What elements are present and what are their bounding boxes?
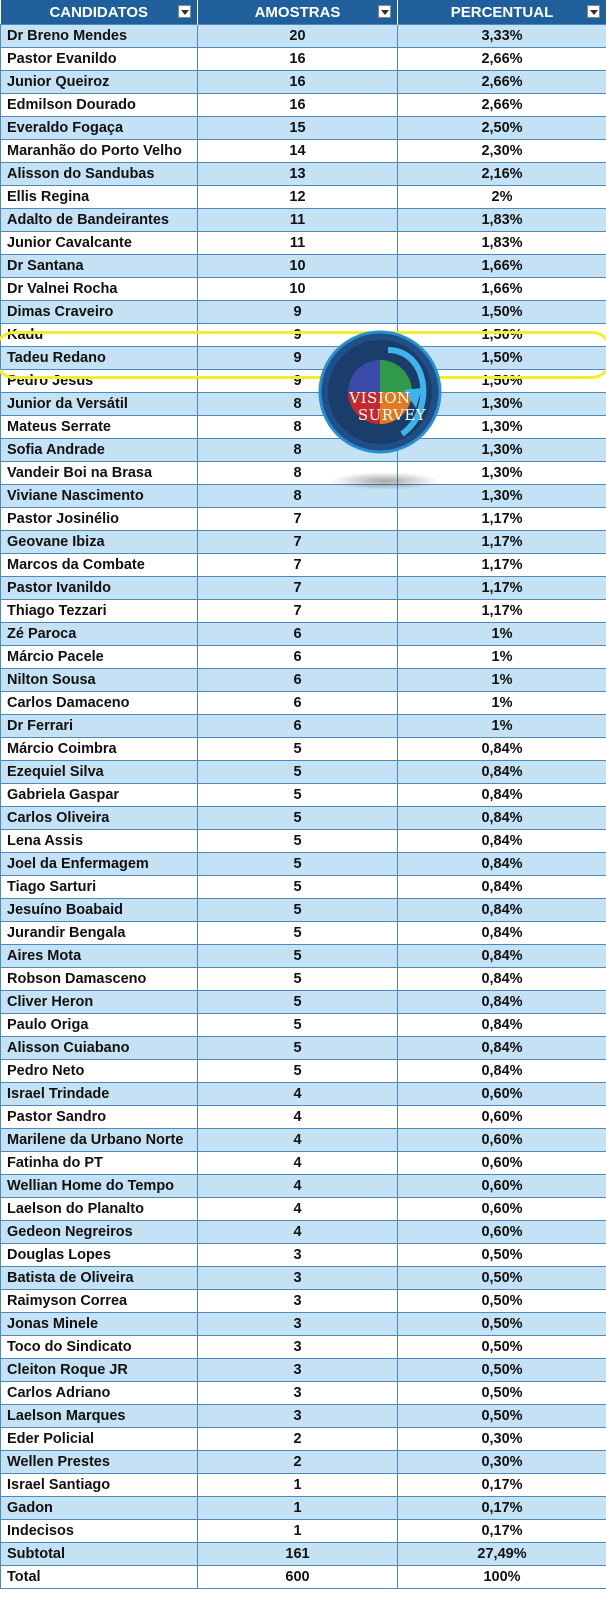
percent-cell: 1,66% bbox=[398, 278, 606, 301]
samples-cell: 8 bbox=[198, 462, 398, 485]
samples-cell: 8 bbox=[198, 485, 398, 508]
percent-cell: 3,33% bbox=[398, 25, 606, 48]
samples-cell: 8 bbox=[198, 439, 398, 462]
samples-cell: 4 bbox=[198, 1175, 398, 1198]
samples-cell: 3 bbox=[198, 1267, 398, 1290]
samples-cell: 13 bbox=[198, 163, 398, 186]
table-row bbox=[1, 186, 606, 209]
candidate-cell: Pastor Sandro bbox=[1, 1106, 198, 1129]
table-row bbox=[1, 1405, 606, 1428]
samples-cell: 7 bbox=[198, 531, 398, 554]
table-row bbox=[1, 899, 606, 922]
percent-cell: 0,50% bbox=[398, 1336, 606, 1359]
percent-cell: 2% bbox=[398, 186, 606, 209]
candidate-cell: Ellis Regina bbox=[1, 186, 198, 209]
logo-shadow bbox=[330, 472, 440, 490]
table-row bbox=[1, 117, 606, 140]
samples-cell: 9 bbox=[198, 301, 398, 324]
table-row bbox=[1, 1474, 606, 1497]
percent-cell: 0,50% bbox=[398, 1359, 606, 1382]
table-row bbox=[1, 1428, 606, 1451]
percent-cell: 2,66% bbox=[398, 48, 606, 71]
table-row bbox=[1, 600, 606, 623]
samples-cell: 5 bbox=[198, 738, 398, 761]
samples-cell: 16 bbox=[198, 48, 398, 71]
candidate-cell: Lena Assis bbox=[1, 830, 198, 853]
candidate-cell: Toco do Sindicato bbox=[1, 1336, 198, 1359]
percent-cell: 1,83% bbox=[398, 232, 606, 255]
percent-cell: 1,66% bbox=[398, 255, 606, 278]
samples-cell: 3 bbox=[198, 1359, 398, 1382]
candidate-cell: Wellian Home do Tempo bbox=[1, 1175, 198, 1198]
samples-cell: 7 bbox=[198, 600, 398, 623]
table-row bbox=[1, 140, 606, 163]
percent-cell: 0,50% bbox=[398, 1313, 606, 1336]
percent-cell: 0,84% bbox=[398, 945, 606, 968]
table-row bbox=[1, 301, 606, 324]
candidate-cell: Carlos Damaceno bbox=[1, 692, 198, 715]
samples-cell: 6 bbox=[198, 646, 398, 669]
table-row bbox=[1, 1037, 606, 1060]
percent-cell: 1,30% bbox=[398, 462, 606, 485]
percent-cell: 27,49% bbox=[398, 1543, 606, 1566]
candidate-cell: Geovane Ibiza bbox=[1, 531, 198, 554]
table-row bbox=[1, 462, 606, 485]
samples-cell: 11 bbox=[198, 232, 398, 255]
logo-wordmark bbox=[318, 390, 442, 424]
table-row bbox=[1, 232, 606, 255]
percent-cell: 0,50% bbox=[398, 1382, 606, 1405]
candidate-cell: Tadeu Redano bbox=[1, 347, 198, 370]
samples-cell: 2 bbox=[198, 1451, 398, 1474]
table-row bbox=[1, 531, 606, 554]
header-row bbox=[1, 0, 606, 25]
samples-cell: 12 bbox=[198, 186, 398, 209]
samples-cell: 14 bbox=[198, 140, 398, 163]
samples-cell: 9 bbox=[198, 324, 398, 347]
table-row bbox=[1, 1221, 606, 1244]
table-row bbox=[1, 623, 606, 646]
table-row bbox=[1, 1290, 606, 1313]
candidate-cell: Alisson Cuiabano bbox=[1, 1037, 198, 1060]
percent-cell: 0,50% bbox=[398, 1290, 606, 1313]
percent-cell: 0,84% bbox=[398, 807, 606, 830]
candidate-cell: Batista de Oliveira bbox=[1, 1267, 198, 1290]
percent-cell: 0,30% bbox=[398, 1451, 606, 1474]
percent-cell: 0,84% bbox=[398, 899, 606, 922]
samples-cell: 9 bbox=[198, 347, 398, 370]
candidate-cell: Israel Santiago bbox=[1, 1474, 198, 1497]
filter-dropdown-icon[interactable] bbox=[587, 5, 600, 18]
candidate-cell: Mateus Serrate bbox=[1, 416, 198, 439]
table-row bbox=[1, 1382, 606, 1405]
table-row bbox=[1, 1336, 606, 1359]
percent-cell: 0,50% bbox=[398, 1244, 606, 1267]
percent-cell: 0,84% bbox=[398, 1060, 606, 1083]
percent-cell: 0,60% bbox=[398, 1129, 606, 1152]
samples-cell: 1 bbox=[198, 1520, 398, 1543]
table-row bbox=[1, 416, 606, 439]
candidate-cell: Pedro Jesus bbox=[1, 370, 198, 393]
table-row bbox=[1, 577, 606, 600]
percent-cell: 2,66% bbox=[398, 71, 606, 94]
percent-cell: 0,84% bbox=[398, 830, 606, 853]
table-row bbox=[1, 830, 606, 853]
candidate-cell: Robson Damasceno bbox=[1, 968, 198, 991]
table-row bbox=[1, 807, 606, 830]
table-row bbox=[1, 25, 606, 48]
header-amostras bbox=[198, 0, 398, 25]
candidate-cell: Vandeir Boi na Brasa bbox=[1, 462, 198, 485]
samples-cell: 16 bbox=[198, 71, 398, 94]
percent-cell: 0,84% bbox=[398, 922, 606, 945]
candidate-cell: Jurandir Bengala bbox=[1, 922, 198, 945]
samples-cell: 6 bbox=[198, 623, 398, 646]
table-row bbox=[1, 1175, 606, 1198]
percent-cell: 0,17% bbox=[398, 1474, 606, 1497]
samples-cell: 16 bbox=[198, 94, 398, 117]
logo-line-vision: VISION bbox=[349, 389, 411, 407]
samples-cell: 5 bbox=[198, 922, 398, 945]
samples-cell: 5 bbox=[198, 830, 398, 853]
candidate-cell: Laelson do Planalto bbox=[1, 1198, 198, 1221]
percent-cell: 0,17% bbox=[398, 1520, 606, 1543]
table-row bbox=[1, 347, 606, 370]
samples-cell: 7 bbox=[198, 508, 398, 531]
percent-cell: 1,30% bbox=[398, 416, 606, 439]
samples-cell: 11 bbox=[198, 209, 398, 232]
candidate-cell: Dr Valnei Rocha bbox=[1, 278, 198, 301]
candidate-cell: Gabriela Gaspar bbox=[1, 784, 198, 807]
percent-cell: 0,84% bbox=[398, 853, 606, 876]
percent-cell: 1,30% bbox=[398, 485, 606, 508]
samples-cell: 6 bbox=[198, 669, 398, 692]
candidate-cell: Joel da Enfermagem bbox=[1, 853, 198, 876]
table-row bbox=[1, 669, 606, 692]
percent-cell: 1,50% bbox=[398, 370, 606, 393]
candidate-cell: Márcio Pacele bbox=[1, 646, 198, 669]
percent-cell: 1,17% bbox=[398, 508, 606, 531]
table-row bbox=[1, 255, 606, 278]
samples-cell: 5 bbox=[198, 853, 398, 876]
percent-cell: 1% bbox=[398, 646, 606, 669]
percent-cell: 2,50% bbox=[398, 117, 606, 140]
candidate-cell: Raimyson Correa bbox=[1, 1290, 198, 1313]
candidate-cell: Ezequiel Silva bbox=[1, 761, 198, 784]
candidate-cell: Tiago Sarturi bbox=[1, 876, 198, 899]
header-candidatos bbox=[1, 0, 198, 25]
candidate-cell: Indecisos bbox=[1, 1520, 198, 1543]
table-row bbox=[1, 48, 606, 71]
percent-cell: 0,84% bbox=[398, 761, 606, 784]
samples-cell: 3 bbox=[198, 1290, 398, 1313]
percent-cell: 0,84% bbox=[398, 1037, 606, 1060]
candidate-cell: Dr Santana bbox=[1, 255, 198, 278]
table-row bbox=[1, 922, 606, 945]
percent-cell: 1% bbox=[398, 715, 606, 738]
percent-cell: 0,17% bbox=[398, 1497, 606, 1520]
table-row bbox=[1, 393, 606, 416]
percent-cell: 1,50% bbox=[398, 301, 606, 324]
percent-cell: 0,84% bbox=[398, 876, 606, 899]
table-row bbox=[1, 94, 606, 117]
table-row bbox=[1, 1267, 606, 1290]
table-row bbox=[1, 1566, 606, 1589]
percent-cell: 1% bbox=[398, 692, 606, 715]
table-row bbox=[1, 876, 606, 899]
candidate-cell: Thiago Tezzari bbox=[1, 600, 198, 623]
percent-cell: 1% bbox=[398, 623, 606, 646]
samples-cell: 7 bbox=[198, 577, 398, 600]
table-row bbox=[1, 71, 606, 94]
candidate-cell: Gadon bbox=[1, 1497, 198, 1520]
candidate-cell: Viviane Nascimento bbox=[1, 485, 198, 508]
percent-cell: 1,17% bbox=[398, 577, 606, 600]
table-row bbox=[1, 554, 606, 577]
samples-cell: 5 bbox=[198, 761, 398, 784]
candidate-cell: Alisson do Sandubas bbox=[1, 163, 198, 186]
table-row bbox=[1, 209, 606, 232]
percent-cell: 0,60% bbox=[398, 1175, 606, 1198]
candidate-cell: Cleiton Roque JR bbox=[1, 1359, 198, 1382]
table-row bbox=[1, 1129, 606, 1152]
samples-cell: 10 bbox=[198, 278, 398, 301]
candidate-cell: Fatinha do PT bbox=[1, 1152, 198, 1175]
table-row bbox=[1, 439, 606, 462]
samples-cell: 10 bbox=[198, 255, 398, 278]
samples-cell: 5 bbox=[198, 807, 398, 830]
header-percentual bbox=[398, 0, 606, 25]
candidate-cell: Jonas Minele bbox=[1, 1313, 198, 1336]
percent-cell: 1,50% bbox=[398, 347, 606, 370]
candidate-cell: Pastor Evanildo bbox=[1, 48, 198, 71]
percent-cell: 0,84% bbox=[398, 738, 606, 761]
candidate-cell: Junior da Versátil bbox=[1, 393, 198, 416]
table-row bbox=[1, 1313, 606, 1336]
candidate-cell: Total bbox=[1, 1566, 198, 1589]
table-row bbox=[1, 1083, 606, 1106]
table-row bbox=[1, 968, 606, 991]
table-row bbox=[1, 715, 606, 738]
logo-line-survey: SURVEY bbox=[357, 406, 427, 424]
candidate-cell: Dimas Craveiro bbox=[1, 301, 198, 324]
samples-cell: 8 bbox=[198, 393, 398, 416]
filter-dropdown-icon[interactable] bbox=[178, 5, 191, 18]
candidate-cell: Marilene da Urbano Norte bbox=[1, 1129, 198, 1152]
percent-cell: 0,50% bbox=[398, 1267, 606, 1290]
header-label: PERCENTUAL bbox=[450, 3, 554, 21]
percent-cell: 1,17% bbox=[398, 600, 606, 623]
samples-cell: 5 bbox=[198, 1060, 398, 1083]
percent-cell: 2,16% bbox=[398, 163, 606, 186]
percent-cell: 0,30% bbox=[398, 1428, 606, 1451]
table-row bbox=[1, 761, 606, 784]
samples-cell: 6 bbox=[198, 692, 398, 715]
percent-cell: 1,83% bbox=[398, 209, 606, 232]
samples-cell: 8 bbox=[198, 416, 398, 439]
candidate-cell: Marcos da Combate bbox=[1, 554, 198, 577]
candidate-cell: Zé Paroca bbox=[1, 623, 198, 646]
percent-cell: 0,60% bbox=[398, 1152, 606, 1175]
table-row bbox=[1, 278, 606, 301]
samples-cell: 6 bbox=[198, 715, 398, 738]
percent-cell: 2,66% bbox=[398, 94, 606, 117]
samples-cell: 5 bbox=[198, 784, 398, 807]
candidate-cell: Edmilson Dourado bbox=[1, 94, 198, 117]
samples-cell: 1 bbox=[198, 1497, 398, 1520]
samples-cell: 9 bbox=[198, 370, 398, 393]
samples-cell: 3 bbox=[198, 1336, 398, 1359]
percent-cell: 1,50% bbox=[398, 324, 606, 347]
candidate-cell: Dr Breno Mendes bbox=[1, 25, 198, 48]
header-label: AMOSTRAS bbox=[254, 3, 341, 21]
candidate-cell: Márcio Coimbra bbox=[1, 738, 198, 761]
percent-cell: 0,60% bbox=[398, 1083, 606, 1106]
candidate-cell: Cliver Heron bbox=[1, 991, 198, 1014]
samples-cell: 5 bbox=[198, 945, 398, 968]
table-row bbox=[1, 945, 606, 968]
candidate-cell: Junior Cavalcante bbox=[1, 232, 198, 255]
samples-cell: 600 bbox=[198, 1566, 398, 1589]
percent-cell: 1,30% bbox=[398, 439, 606, 462]
candidate-cell: Sofia Andrade bbox=[1, 439, 198, 462]
candidate-cell: Wellen Prestes bbox=[1, 1451, 198, 1474]
samples-cell: 4 bbox=[198, 1198, 398, 1221]
percent-cell: 1,17% bbox=[398, 531, 606, 554]
table-row bbox=[1, 738, 606, 761]
samples-cell: 161 bbox=[198, 1543, 398, 1566]
samples-cell: 20 bbox=[198, 25, 398, 48]
table-row bbox=[1, 1106, 606, 1129]
candidate-cell: Paulo Origa bbox=[1, 1014, 198, 1037]
candidate-cell: Douglas Lopes bbox=[1, 1244, 198, 1267]
candidate-cell: Eder Policial bbox=[1, 1428, 198, 1451]
percent-cell: 0,84% bbox=[398, 991, 606, 1014]
percent-cell: 0,60% bbox=[398, 1198, 606, 1221]
samples-cell: 1 bbox=[198, 1474, 398, 1497]
samples-cell: 15 bbox=[198, 117, 398, 140]
percent-cell: 2,30% bbox=[398, 140, 606, 163]
table-row bbox=[1, 485, 606, 508]
samples-cell: 4 bbox=[198, 1106, 398, 1129]
samples-cell: 5 bbox=[198, 1037, 398, 1060]
percent-cell: 1,30% bbox=[398, 393, 606, 416]
samples-cell: 5 bbox=[198, 1014, 398, 1037]
percent-cell: 0,60% bbox=[398, 1221, 606, 1244]
candidate-cell: Everaldo Fogaça bbox=[1, 117, 198, 140]
percent-cell: 0,84% bbox=[398, 1014, 606, 1037]
filter-dropdown-icon[interactable] bbox=[378, 5, 391, 18]
samples-cell: 5 bbox=[198, 991, 398, 1014]
candidate-cell: Jesuíno Boabaid bbox=[1, 899, 198, 922]
table-row bbox=[1, 692, 606, 715]
samples-cell: 2 bbox=[198, 1428, 398, 1451]
samples-cell: 3 bbox=[198, 1382, 398, 1405]
candidate-cell: Israel Trindade bbox=[1, 1083, 198, 1106]
table-row bbox=[1, 784, 606, 807]
candidate-cell: Pastor Ivanildo bbox=[1, 577, 198, 600]
percent-cell: 1,17% bbox=[398, 554, 606, 577]
candidate-cell: Carlos Adriano bbox=[1, 1382, 198, 1405]
percent-cell: 100% bbox=[398, 1566, 606, 1589]
table-row bbox=[1, 1152, 606, 1175]
candidate-cell: Carlos Oliveira bbox=[1, 807, 198, 830]
table-row bbox=[1, 1244, 606, 1267]
table-row bbox=[1, 1520, 606, 1543]
samples-cell: 3 bbox=[198, 1313, 398, 1336]
candidate-cell: Pastor Josinélio bbox=[1, 508, 198, 531]
samples-cell: 3 bbox=[198, 1405, 398, 1428]
table-row bbox=[1, 1497, 606, 1520]
candidate-cell: Junior Queiroz bbox=[1, 71, 198, 94]
table-row bbox=[1, 163, 606, 186]
table-row bbox=[1, 508, 606, 531]
table-row bbox=[1, 1543, 606, 1566]
samples-cell: 4 bbox=[198, 1152, 398, 1175]
percent-cell: 0,60% bbox=[398, 1106, 606, 1129]
candidate-cell: Nilton Sousa bbox=[1, 669, 198, 692]
candidate-cell: Laelson Marques bbox=[1, 1405, 198, 1428]
percent-cell: 0,84% bbox=[398, 968, 606, 991]
table-row bbox=[1, 324, 606, 347]
table-row bbox=[1, 646, 606, 669]
header-label: CANDIDATOS bbox=[49, 3, 149, 21]
table-row bbox=[1, 1060, 606, 1083]
percent-cell: 0,50% bbox=[398, 1405, 606, 1428]
table-row bbox=[1, 370, 606, 393]
samples-cell: 7 bbox=[198, 554, 398, 577]
percent-cell: 0,84% bbox=[398, 784, 606, 807]
percent-cell: 1% bbox=[398, 669, 606, 692]
samples-cell: 5 bbox=[198, 968, 398, 991]
samples-cell: 5 bbox=[198, 899, 398, 922]
candidate-cell: Pedro Neto bbox=[1, 1060, 198, 1083]
candidate-cell: Adalto de Bandeirantes bbox=[1, 209, 198, 232]
candidate-cell: Dr Ferrari bbox=[1, 715, 198, 738]
samples-cell: 4 bbox=[198, 1221, 398, 1244]
candidate-cell: Gedeon Negreiros bbox=[1, 1221, 198, 1244]
table-row bbox=[1, 991, 606, 1014]
table-row bbox=[1, 1014, 606, 1037]
table-row bbox=[1, 1451, 606, 1474]
table-row bbox=[1, 1359, 606, 1382]
candidate-cell: Kadu bbox=[1, 324, 198, 347]
samples-cell: 3 bbox=[198, 1244, 398, 1267]
samples-cell: 5 bbox=[198, 876, 398, 899]
candidate-cell: Subtotal bbox=[1, 1543, 198, 1566]
candidate-cell: Aires Mota bbox=[1, 945, 198, 968]
candidate-cell: Maranhão do Porto Velho bbox=[1, 140, 198, 163]
samples-cell: 4 bbox=[198, 1083, 398, 1106]
table-row bbox=[1, 853, 606, 876]
table-row bbox=[1, 1198, 606, 1221]
samples-cell: 4 bbox=[198, 1129, 398, 1152]
